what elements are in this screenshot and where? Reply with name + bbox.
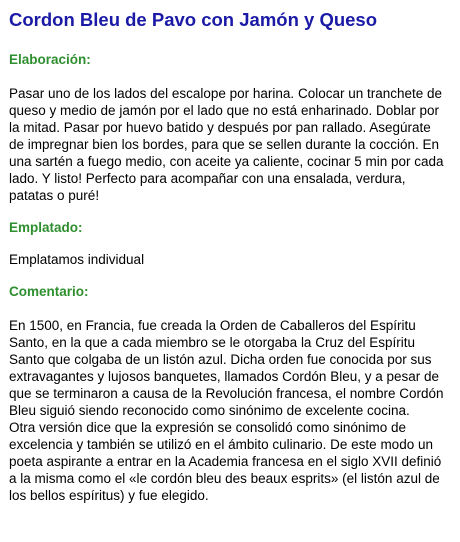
- recipe-title: Cordon Bleu de Pavo con Jamón y Queso: [9, 9, 378, 30]
- comentario-heading: Comentario:: [9, 284, 89, 299]
- comentario-paragraph-1: En 1500, en Francia, fue creada la Orden de Caballeros del Espíritu Santo, en la que a cada miembro se le otorgaba la Cruz del Espíritu Santo que colgaba de un listón azul. Dicha orden fue conocida por sus extravagantes y lujosos banquetes, llamados Cordón Bleu, y a pesar de que se terminaron a causa de la Revolución francesa, el nombre Cordón Bleu siguió siendo reconocido como sinónimo de excelente cocina.: [9, 318, 444, 418]
- elaboracion-heading: Elaboración:: [9, 52, 91, 67]
- comentario-paragraph-2: Otra versión dice que la expresión se consolidó como sinónimo de excelencia y también se utilizó en el ámbito culinario. De este modo un poeta aspirante a entrar en la Academia francesa en el siglo XVII definió a la misma como el «le cordón bleu des beaux esprits» (el listón azul de los bellos espíritus) y fue elegido.: [9, 420, 442, 503]
- emplatado-heading: Emplatado:: [9, 220, 83, 235]
- elaboracion-text: Pasar uno de los lados del escalope por harina. Colocar un tranchete de queso y medio de jamón por el lado que no está enharinado. Doblar por la mitad. Pasar por huevo batido y después por pan rallado. Asegúrate de impregnar bien los bordes, para que se sellen durante la cocción. En una sartén a fuego medio, con aceite ya caliente, cocinar 5 min por cada lado. Y listo! Perfecto para acompañar con una ensalada, verdura, patatas o puré!: [9, 86, 444, 203]
- emplatado-text: Emplatamos individual: [9, 252, 145, 267]
